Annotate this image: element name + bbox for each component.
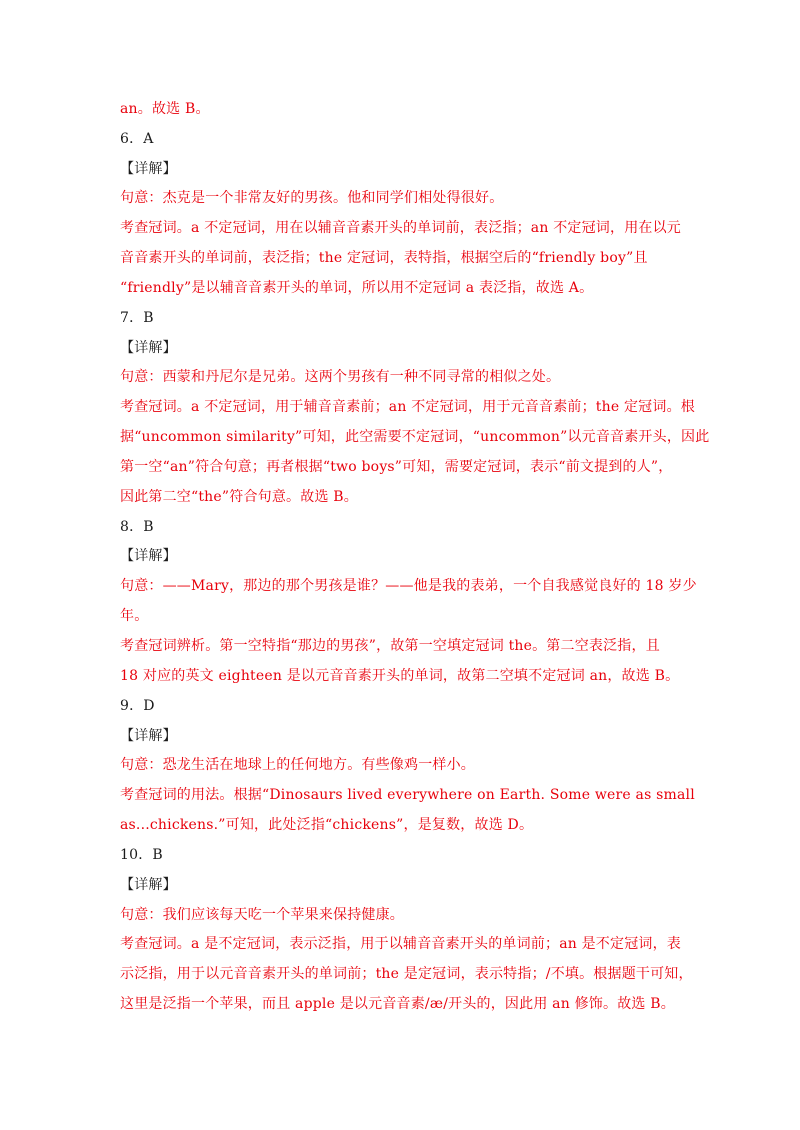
answer-10-heading: 10．B xyxy=(120,847,163,863)
explanation-line: 第一空“an”符合句意；再者根据“two boys”可知，需要定冠词，表示“前文提到的人”， xyxy=(120,459,673,475)
detail-label: 【详解】 xyxy=(120,340,177,356)
detail-label: 【详解】 xyxy=(120,161,177,177)
sentence-meaning: 句意：——Mary，那边的那个男孩是谁？——他是我的表弟，一个自我感觉良好的 18 岁少 xyxy=(120,578,697,594)
answer-7-heading: 7．B xyxy=(120,310,154,326)
explanation-line: 因此第二空“the”符合句意。故选 B。 xyxy=(120,489,358,505)
sentence-meaning: 句意：恐龙生活在地球上的任何地方。有些像鸡一样小。 xyxy=(120,757,475,773)
explanation-line: 这里是泛指一个苹果，而且 apple 是以元音音素/æ/开头的，因此用 an 修饰。故选 B。 xyxy=(120,996,675,1012)
detail-label: 【详解】 xyxy=(120,877,177,893)
explanation-line: 据“uncommon similarity”可知，此空需要不定冠词，“uncommon”以元音音素开头，因此 xyxy=(120,429,710,445)
explanation-line: 考查冠词的用法。根据“Dinosaurs lived everywhere on Earth. Some were as small xyxy=(120,787,695,803)
detail-label: 【详解】 xyxy=(120,728,177,744)
answer-8-heading: 8．B xyxy=(120,519,154,535)
text-line: an。故选 B。 xyxy=(120,101,210,117)
detail-label: 【详解】 xyxy=(120,548,177,564)
explanation-line: 考查冠词。a 不定冠词，用于辅音音素前；an 不定冠词，用于元音音素前；the 定冠词。根 xyxy=(120,399,695,415)
sentence-meaning: 句意：西蒙和丹尼尔是兄弟。这两个男孩有一种不同寻常的相似之处。 xyxy=(120,369,561,385)
answer-9-heading: 9．D xyxy=(120,698,155,714)
explanation-line: 示泛指，用于以元音音素开头的单词前；the 是定冠词，表示特指；/不填。根据题干可知， xyxy=(120,966,693,982)
sentence-meaning: 年。 xyxy=(120,608,149,624)
explanation-line: 考查冠词。a 不定冠词，用在以辅音音素开头的单词前，表泛指；an 不定冠词，用在以元 xyxy=(120,220,682,236)
explanation-line: “friendly”是以辅音音素开头的单词，所以用不定冠词 a 表泛指，故选 A。 xyxy=(120,280,594,296)
answer-6-heading: 6．A xyxy=(120,131,154,147)
explanation-line: 音音素开头的单词前，表泛指；the 定冠词，表特指，根据空后的“friendly boy”且 xyxy=(120,250,648,266)
sentence-meaning: 句意：杰克是一个非常友好的男孩。他和同学们相处得很好。 xyxy=(120,190,504,206)
explanation-line: 考查冠词辨析。第一空特指“那边的男孩”，故第一空填定冠词 the。第二空表泛指，且 xyxy=(120,638,660,654)
explanation-line: 考查冠词。a 是不定冠词，表示泛指，用于以辅音音素开头的单词前；an 是不定冠词，表 xyxy=(120,936,682,952)
sentence-meaning: 句意：我们应该每天吃一个苹果来保持健康。 xyxy=(120,907,404,923)
explanation-line: 18 对应的英文 eighteen 是以元音音素开头的单词，故第二空填不定冠词 an，故选 B。 xyxy=(120,668,680,684)
explanation-line: as...chickens.”可知，此处泛指“chickens”，是复数，故选 D。 xyxy=(120,817,534,833)
